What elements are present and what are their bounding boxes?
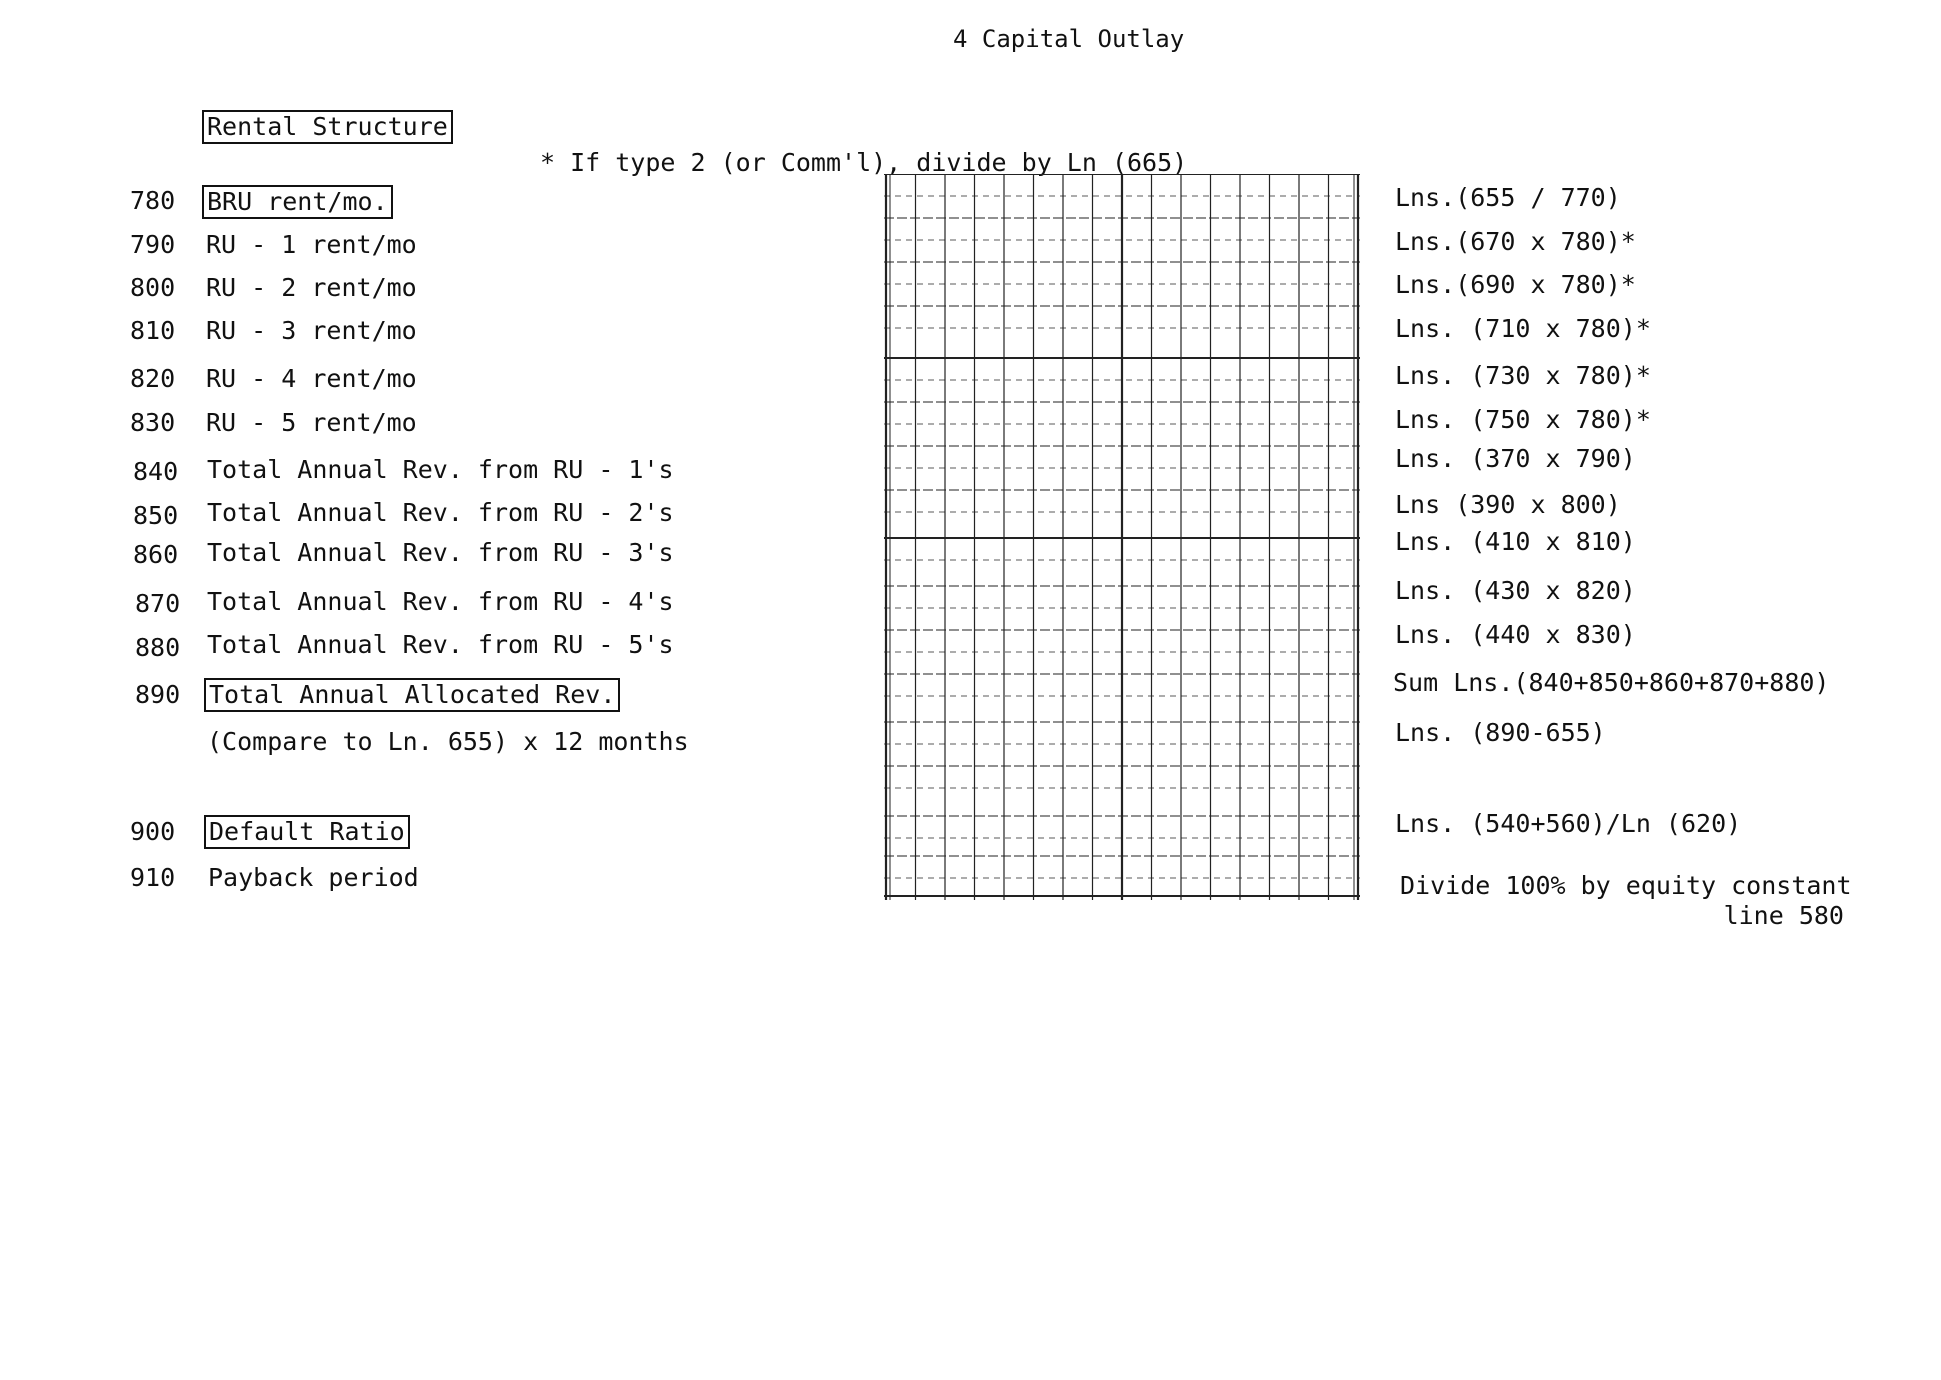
line-label: BRU rent/mo. [202,185,393,219]
line-number: 840 [133,457,179,486]
line-formula: Lns. (410 x 810) [1395,527,1636,556]
line-number: 860 [133,540,179,569]
line-formula: Lns. (430 x 820) [1395,576,1636,605]
line-number: 910 [130,863,176,892]
line-number: 850 [133,501,179,530]
line-number: 800 [130,273,176,302]
line-formula: Lns. (540+560)/Ln (620) [1395,809,1742,838]
line-formula: Sum Lns.(840+850+860+870+880) [1393,668,1830,697]
line-label: RU - 5 rent/mo [206,408,417,437]
line-label: Default Ratio [204,815,410,849]
line-label: Total Annual Rev. from RU - 4's [207,587,674,616]
line-number: 780 [130,186,176,215]
line-number: 790 [130,230,176,259]
line-formula: Lns. (750 x 780)* [1395,405,1651,434]
line-formula: Lns.(670 x 780)* [1395,227,1636,256]
line-number: 810 [130,316,176,345]
line-formula: Lns. (730 x 780)* [1395,361,1651,390]
line-number: 890 [135,680,181,709]
line-label: Total Annual Rev. from RU - 2's [207,498,674,527]
page-title: 4 Capital Outlay [953,25,1185,53]
line-formula: Lns.(690 x 780)* [1395,270,1636,299]
line-number: 900 [130,817,176,846]
line-label: Total Annual Rev. from RU - 1's [207,455,674,484]
line-formula: Divide 100% by equity constant [1400,871,1852,900]
line-label: RU - 4 rent/mo [206,364,417,393]
line-label: Total Annual Rev. from RU - 3's [207,538,674,567]
line-label: Payback period [208,863,419,892]
line-label: Total Annual Rev. from RU - 5's [207,630,674,659]
section-heading: Rental Structure [202,110,453,144]
line-label: (Compare to Ln. 655) x 12 months [207,727,689,756]
entry-grid [884,174,1360,900]
line-number: 820 [130,364,176,393]
line-label: RU - 1 rent/mo [206,230,417,259]
line-number: 880 [135,633,181,662]
line-formula: Lns. (440 x 830) [1395,620,1636,649]
line-formula: Lns. (370 x 790) [1395,444,1636,473]
line-label: Total Annual Allocated Rev. [204,678,620,712]
formula-continuation: line 580 [1723,901,1844,930]
footnote: * If type 2 (or Comm'l), divide by Ln (665) [540,148,1188,177]
line-label: RU - 2 rent/mo [206,273,417,302]
line-formula: Lns. (710 x 780)* [1395,314,1651,343]
line-number: 830 [130,408,176,437]
line-formula: Lns (390 x 800) [1395,490,1621,519]
line-label: RU - 3 rent/mo [206,316,417,345]
line-formula: Lns. (890-655) [1395,718,1606,747]
line-number: 870 [135,589,181,618]
line-formula: Lns.(655 / 770) [1395,183,1621,212]
